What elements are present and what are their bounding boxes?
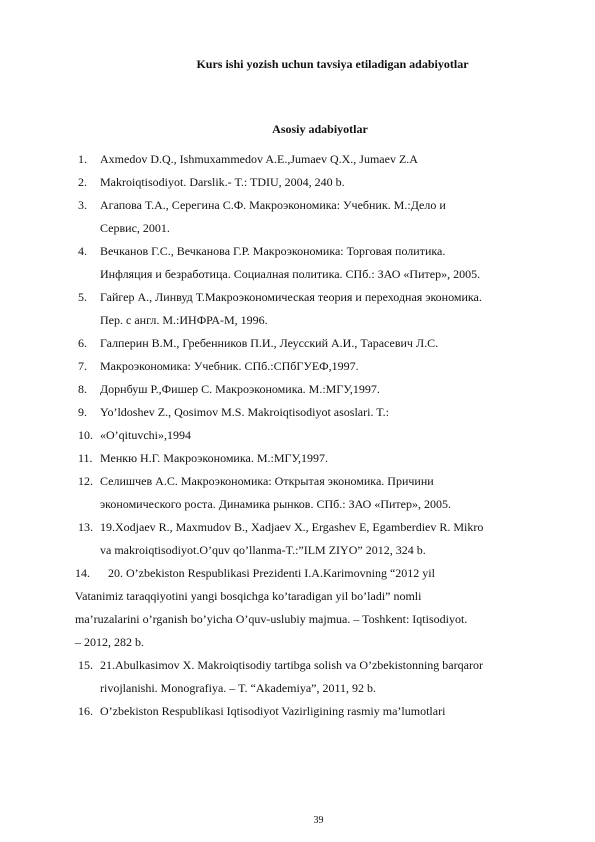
reference-line: Yo’ldoshev Z., Qosimov M.S. Makroiqtisodiyot asoslari. T.: <box>100 405 390 419</box>
reference-number: 13. <box>78 520 93 534</box>
reference-item <box>78 378 595 401</box>
page-heading: Kurs ishi yozish uchun tavsiya etiladigan adabiyotlar <box>196 57 469 71</box>
reference-item <box>78 240 595 286</box>
reference-item <box>78 447 595 470</box>
reference-text <box>100 447 595 470</box>
reference-line: Галперин В.М., Гребенников П.И., Леусский А.И., Тарасевич Л.С. <box>100 336 439 350</box>
reference-text <box>100 516 595 562</box>
reference-line: 19.Xodjaev R., Maxmudov B., Xadjaev X., Ergashev E, Egamberdiev R. Mikro <box>100 520 484 534</box>
reference-text <box>100 470 595 516</box>
reference-line: Вечканов Г.С., Вечканова Г.Р. Макроэкономика: Торговая политика. <box>100 244 446 258</box>
reference-item <box>78 470 595 516</box>
page-number: 39 <box>313 815 324 826</box>
reference-line: ma’ruzalarini o’rganish bo’yicha O’quv-uslubiy majmua. – Toshkent: Iqtisodiyot. <box>72 612 468 626</box>
reference-number: 5. <box>78 290 87 304</box>
reference-line: Менкю Н.Г. Макроэкономика. М.:МГУ,1997. <box>100 451 328 465</box>
reference-text <box>100 424 595 447</box>
reference-item <box>78 424 595 447</box>
reference-item <box>78 654 595 700</box>
reference-text <box>100 401 595 424</box>
reference-item <box>78 332 595 355</box>
reference-line: rivojlanishi. Monografiya. – T. “Akademiya”, 2011, 92 b. <box>100 681 377 695</box>
reference-item-14 <box>72 562 595 654</box>
reference-item <box>78 194 595 240</box>
reference-text <box>100 148 595 171</box>
section-heading: Asosiy adabiyotlar <box>272 122 368 136</box>
reference-line: Макроэкономика: Учебник. СПб.:СПбГУЕФ,1997. <box>100 359 359 373</box>
reference-line: 21.Abulkasimov X. Makroiqtisodiy tartibga solish va O’zbekistonning barqaror <box>100 658 483 672</box>
reference-line: Makroiqtisodiyot. Darslik.- T.: TDIU, 2004, 240 b. <box>100 175 345 189</box>
reference-text <box>100 700 595 723</box>
reference-number: 12. <box>78 474 93 488</box>
reference-number: 10. <box>78 428 93 442</box>
reference-line: Axmedov D.Q., Ishmuxammedov A.E.,Jumaev Q.X., Jumaev Z.A <box>100 152 418 166</box>
reference-number: 3. <box>78 198 87 212</box>
reference-item <box>78 286 595 332</box>
reference-number: 2. <box>78 175 87 189</box>
reference-text <box>100 654 595 700</box>
reference-number: 16. <box>78 704 93 718</box>
reference-number: 7. <box>78 359 87 373</box>
reference-number: 8. <box>78 382 87 396</box>
reference-text <box>100 286 595 332</box>
reference-line: экономического роста. Динамика рынков. СПб.: ЗАО «Питер», 2005. <box>100 497 451 511</box>
reference-text <box>100 378 595 401</box>
reference-line: Vatanimiz taraqqiyotini yangi bosqichga ko’taradigan yil bo’ladi” nomli <box>72 589 422 603</box>
reference-line: «O’qituvchi»,1994 <box>100 428 191 442</box>
reference-text <box>100 240 595 286</box>
reference-number: 1. <box>78 152 87 166</box>
reference-item <box>78 148 595 171</box>
reference-line: Агапова Т.А., Серегина С.Ф. Макроэкономика: Учебник. М.:Дело и <box>100 198 446 212</box>
reference-line: Селишчев А.С. Макроэкономика: Открытая экономика. Причини <box>100 474 434 488</box>
reference-line: – 2012, 282 b. <box>72 635 144 649</box>
reference-line: Дорнбуш Р.,Фишер С. Макроэкономика. М.:МГУ,1997. <box>100 382 380 396</box>
reference-item <box>78 700 595 723</box>
reference-text <box>100 194 595 240</box>
reference-line: O’zbekiston Respublikasi Iqtisodiyot Vazirligining rasmiy ma’lumotlari <box>100 704 446 718</box>
reference-line: 14. 20. O’zbekiston Respublikasi Prezidenti I.A.Karimovning “2012 yil <box>72 566 435 580</box>
reference-list <box>72 148 595 723</box>
reference-text <box>100 171 595 194</box>
reference-number: 6. <box>78 336 87 350</box>
reference-number: 11. <box>78 451 93 465</box>
reference-line: Инфляция и безработица. Социалная политика. СПб.: ЗАО «Питер», 2005. <box>100 267 481 281</box>
reference-line: Пер. с англ. М.:ИНФРА-М, 1996. <box>100 313 268 327</box>
reference-number: 15. <box>78 658 93 672</box>
reference-item <box>78 171 595 194</box>
reference-number: 4. <box>78 244 87 258</box>
reference-text <box>100 355 595 378</box>
reference-number: 9. <box>78 405 87 419</box>
reference-item <box>78 401 595 424</box>
reference-item <box>78 355 595 378</box>
reference-text <box>100 332 595 355</box>
reference-line: va makroiqtisodiyot.O’quv qo’llanma-T.:”ILM ZIYO” 2012, 324 b. <box>100 543 426 557</box>
reference-line: Гайгер А., Линвуд Т.Макроэкономическая теория и переходная экономика. <box>100 290 482 304</box>
reference-line: Сервис, 2001. <box>100 221 170 235</box>
reference-item <box>78 516 595 562</box>
